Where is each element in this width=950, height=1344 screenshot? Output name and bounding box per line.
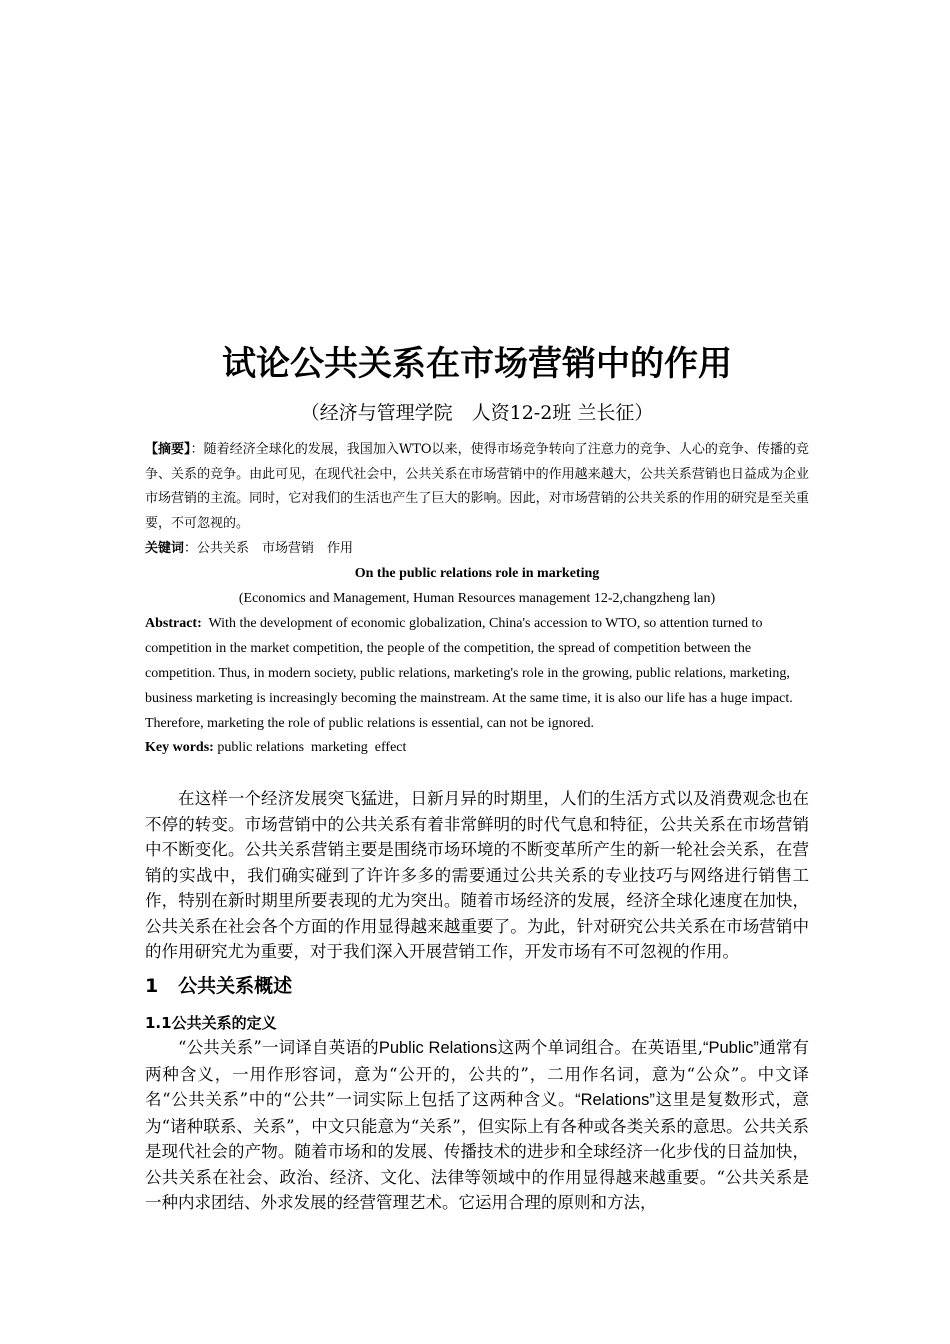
abstract-english-label: Abstract:	[145, 616, 202, 631]
abstract-separator: ：	[190, 442, 204, 457]
keywords-label: 关键词	[145, 541, 185, 556]
keywords-english	[145, 736, 809, 760]
english-title: On the public relations role in marketing	[354, 566, 600, 581]
keywords-english-text: public relations marketing effect	[217, 740, 407, 755]
subsection-heading: 1.1公共关系的定义	[145, 1014, 277, 1032]
paper-title: 试论公共关系在市场营销中的作用	[222, 344, 732, 384]
paper-author-affiliation: （经济与管理学院 人资12-2班 兰长征）	[300, 402, 654, 424]
abstract-english	[145, 611, 809, 736]
section-heading	[145, 970, 809, 1002]
document-page	[145, 0, 809, 1344]
definition-text-4: 这里是复数形式，意为“诸种联系、关系”，中文只能意为“关系”，但实际上有各种或各类关系的意思。公共关系是现代社会的产物。随着市场和的发展、传播技术的进步和全球经济一化步伐的日益加快，公共关系在社会、政治、经济、文化、法律等领域中的作用显得越来越重要。“公共关系是一种内求团结、外求发展的经营管理艺术。它运用合理的原则和方法，	[145, 1090, 809, 1212]
keywords-separator: ：	[184, 541, 198, 556]
abstract-label: 【摘要】	[145, 442, 191, 457]
definition-text-1: “公共关系”一词译自英语的	[178, 1038, 379, 1057]
abstract-english-text: With the development of economic globalization, China's accession to WTO, so attention turned to competition in the market competition, the people of the competition, the spread of competition between the competition. Thus, in modern society, public relations, marketing's role in the growing, public relations, marketing, business marketing is increasingly becoming the mainstream. At the same time, it is also our life has a huge impact. Therefore, marketing the role of public relations is essential, can not be ignored.	[145, 616, 793, 731]
intro-paragraph: 在这样一个经济发展突飞猛进，日新月异的时期里，人们的生活方式以及消费观念也在不停的转变。市场营销中的公共关系有着非常鲜明的时代气息和特征，公共关系在市场营销中不断变化。公共关系营销主要是围绕市场环境的不断变革所产生的新一轮社会关系，在营销的实战中，我们确实碰到了许许多多的需要通过公共关系的专业技巧与网络进行销售工作，特别在新时期里所要表现的尤为突出。随着市场经济的发展，经济全球化速度在加快，公共关系在社会各个方面的作用显得越来越重要了。为此，针对研究公共关系在市场营销中的作用研究尤为重要，对于我们深入开展营销工作，开发市场有不可忽视的作用。	[145, 789, 809, 961]
section-title: 公共关系概述	[178, 975, 293, 997]
section-number: 1	[145, 975, 159, 997]
definition-paragraph	[145, 1035, 809, 1216]
definition-term-public: “Public”	[703, 1039, 759, 1057]
definition-text-3: 通常有两种含义，一用作形容词，意为“公开的，公共的”，二用作名词，意为“公众”。中文译名“公共关系”中的“公共”一词实际上包括了这两种含义。	[145, 1038, 809, 1109]
english-affiliation: (Economics and Management, Human Resources management 12-2,changzheng lan)	[238, 591, 716, 606]
keywords-text: 公共关系 市场营销 作用	[197, 541, 354, 556]
definition-term-public-relations: Public Relations	[378, 1039, 498, 1057]
definition-term-relations: “Relations”	[575, 1091, 655, 1109]
keywords-chinese	[145, 537, 809, 561]
abstract-text: 随着经济全球化的发展，我国加入WTO以来，使得市场竞争转向了注意力的竞争、人心的竞争、传播的竞争、关系的竞争。由此可见，在现代社会中，公共关系在市场营销中的作用越来越大，公共关系营销也日益成为企业市场营销的主流。同时，它对我们的生活也产生了巨大的影响。因此，对市场营销的公共关系的作用的研究是至关重要，不可忽视的。	[145, 442, 809, 531]
definition-text-2: 这两个单词组合。在英语里,	[497, 1038, 703, 1057]
keywords-english-label: Key words:	[145, 740, 214, 755]
abstract-chinese	[145, 438, 809, 536]
